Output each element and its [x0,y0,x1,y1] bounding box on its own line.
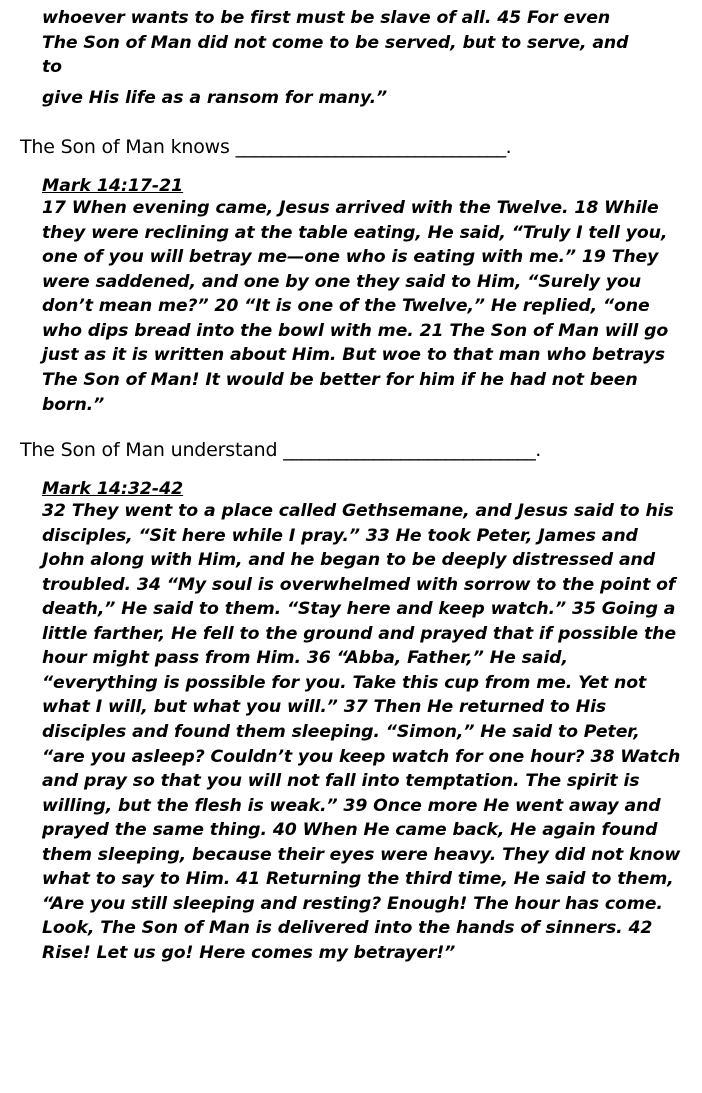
fill-in-blank-1: ______________________________. [235,136,512,159]
top-passage-continuation [42,86,682,111]
scripture-reference-1: Mark 14:17-21 [42,176,184,197]
top-passage-line-2: The Son of Man did not come to be served, but to serve, and [42,32,629,53]
fill-in-prompt-1-text: The Son of Man knows [20,136,230,159]
spacer [20,461,682,479]
scripture-passage-1: 17 When evening came, Jesus arrived with the Twelve. 18 While they were reclining at the table eating, He said, “Truly I tell you, one of you will betray me—one who is eating with me.” 19 They were saddened, and one by one they said to Him, “Surely you don’t mean me?” 20 “It is one of the Twelve,” He replied, “one who dips bread into the bowl with me. 21 The Son of Man will go just as it is written about Him. But woe to that man who betrays The Son of Man! It would be better for him if he had not been born.” [42,198,669,415]
fill-in-prompt-1 [20,136,682,158]
spacer [20,158,682,176]
top-passage-line-3: to [42,57,62,78]
fill-in-prompt-2-text: The Son of Man understand [20,439,278,462]
fill-in-blank-2: ____________________________. [283,439,541,462]
scripture-reference-2: Mark 14:32-42 [42,479,184,500]
fill-in-prompt-2 [20,439,682,461]
spacer [20,110,682,136]
top-passage [42,6,682,80]
top-passage-line-4: give His life as a ransom for many.” [42,87,388,108]
top-passage-line-1: whoever wants to be first must be slave of all. 45 For even [42,8,611,28]
spacer [20,417,682,439]
scripture-passage-2: 32 They went to a place called Gethsemane, and Jesus said to his disciples, “Sit here while I pray.” 33 He took Peter, James and John along with Him, and he began to be deeply distressed and troubled. 34 “My soul is overwhelmed with sorrow to the point of death,” He said to them. “Stay here and keep watch.” 35 Going a little farther, He fell to the ground and prayed that if possible the hour might pass from Him. 36 “Abba, Father,” He said, “everything is possible for you. Take this cup from me. Yet not what I will, but what you will.” 37 Then He returned to His disciples and found them sleeping. “Simon,” He said to Peter, “are you asleep? Couldn’t you keep watch for one hour? 38 Watch and pray so that you will not fall into temptation. The spirit is willing, but the flesh is weak.” 39 Once more He went away and prayed the same thing. 40 When He came back, He again found them sleeping, because their eyes were heavy. They did not know what to say to Him. 41 Returning the third time, He said to them, “Are you still sleeping and resting? Enough! The hour has come. Look, The Son of Man is delivered into the hands of sinners. 42 Rise! Let us go! Here comes my betrayer!” [42,501,681,963]
